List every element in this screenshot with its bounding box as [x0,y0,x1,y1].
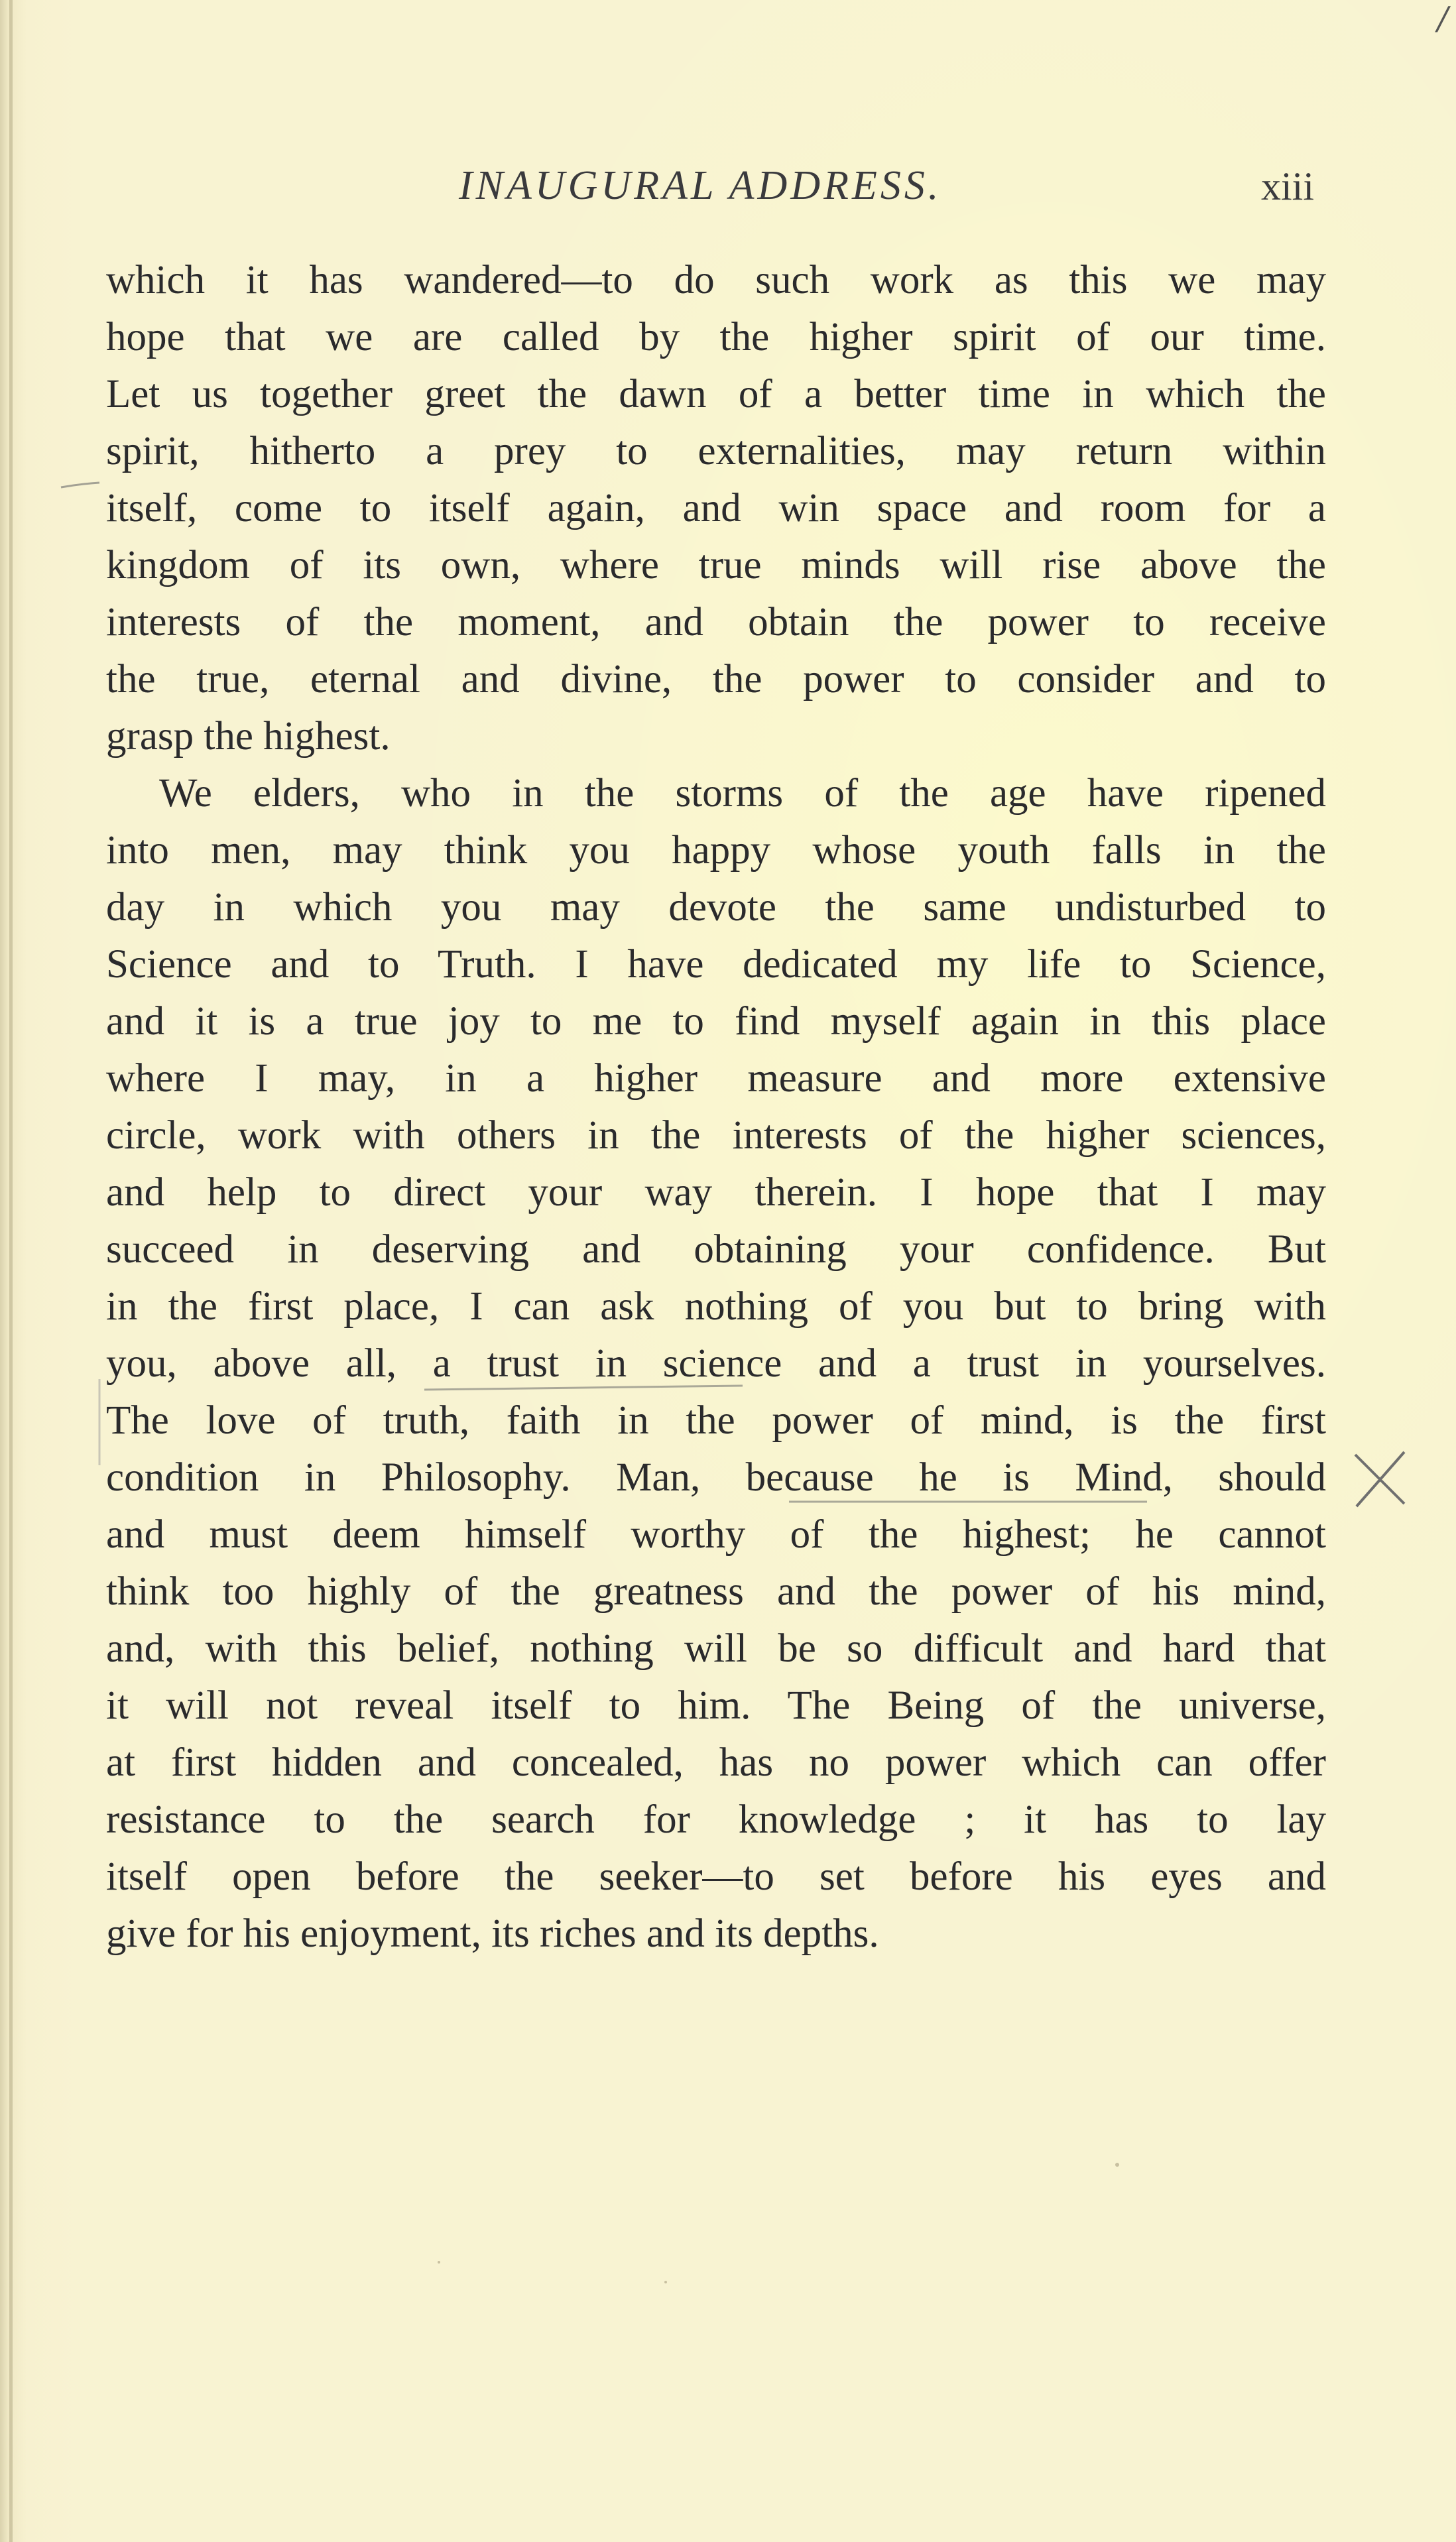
running-title: INAUGURAL ADDRESS. [459,163,942,208]
paper-speck [438,2261,440,2264]
text-line: grasp the highest. [106,714,391,758]
text-line: resistance to the search for knowledge ; it has to lay [106,1797,1326,1842]
page-number: xiii [1261,164,1315,208]
text-line: the true, eternal and divine, the power to consider and to [106,657,1326,701]
text-line: think too highly of the greatness and the power of his mind, [106,1569,1326,1614]
text-line: at first hidden and concealed, has no power which can offer [106,1740,1326,1785]
page-header [0,162,1456,215]
text-line: circle, work with others in the interests of the higher sciences, [106,1113,1326,1158]
text-line: Science and to Truth. I have dedicated my life to Science, [106,942,1326,987]
text-line: Let us together greet the dawn of a better time in which the [106,372,1326,416]
text-line: it will not reveal itself to him. The Being of the universe, [106,1683,1326,1728]
text-line: hope that we are called by the higher spirit of our time. [106,315,1326,359]
text-line: itself open before the seeker—to set before his eyes and [106,1854,1326,1899]
text-line: which it has wandered—to do such work as this we may [106,258,1326,302]
text-line: succeed in deserving and obtaining your confidence. But [106,1227,1326,1272]
text-line: and help to direct your way therein. I hope that I may [106,1170,1326,1215]
corner-pencil-mark: / [1437,0,1449,37]
text-line: in the first place, I can ask nothing of you but to bring with [106,1284,1326,1329]
text-line: into men, may think you happy whose youth falls in the [106,828,1326,873]
pencil-underline-spirit [61,483,99,487]
paragraph-start-line: We elders, who in the storms of the age have ripened [159,771,1326,816]
text-line: spirit, hitherto a prey to externalities, may return within [106,429,1326,473]
text-line: where I may, in a higher measure and more extensive [106,1056,1326,1101]
text-line: kingdom of its own, where true minds will rise above the [106,543,1326,587]
text-line: interests of the moment, and obtain the power to receive [106,600,1326,644]
text-line: you, above all, a trust in science and a trust in yourselves. [106,1341,1326,1386]
binding-gutter [9,0,13,2542]
paper-speck [664,2281,667,2283]
text-line: day in which you may devote the same undisturbed to [106,885,1326,930]
text-line: The love of truth, faith in the power of mind, is the first [106,1398,1326,1443]
text-line: condition in Philosophy. Man, because he is Mind, should [106,1455,1326,1500]
paper-speck [1115,2163,1119,2167]
text-line: and it is a true joy to me to find myself again in this place [106,999,1326,1044]
margin-x-mark [1343,1443,1416,1516]
text-line: and must deem himself worthy of the highest; he cannot [106,1512,1326,1557]
text-line: itself, come to itself again, and win space and room for a [106,486,1326,530]
text-line: give for his enjoyment, its riches and its depths. [106,1911,879,1956]
text-line: and, with this belief, nothing will be so difficult and hard that [106,1626,1326,1671]
